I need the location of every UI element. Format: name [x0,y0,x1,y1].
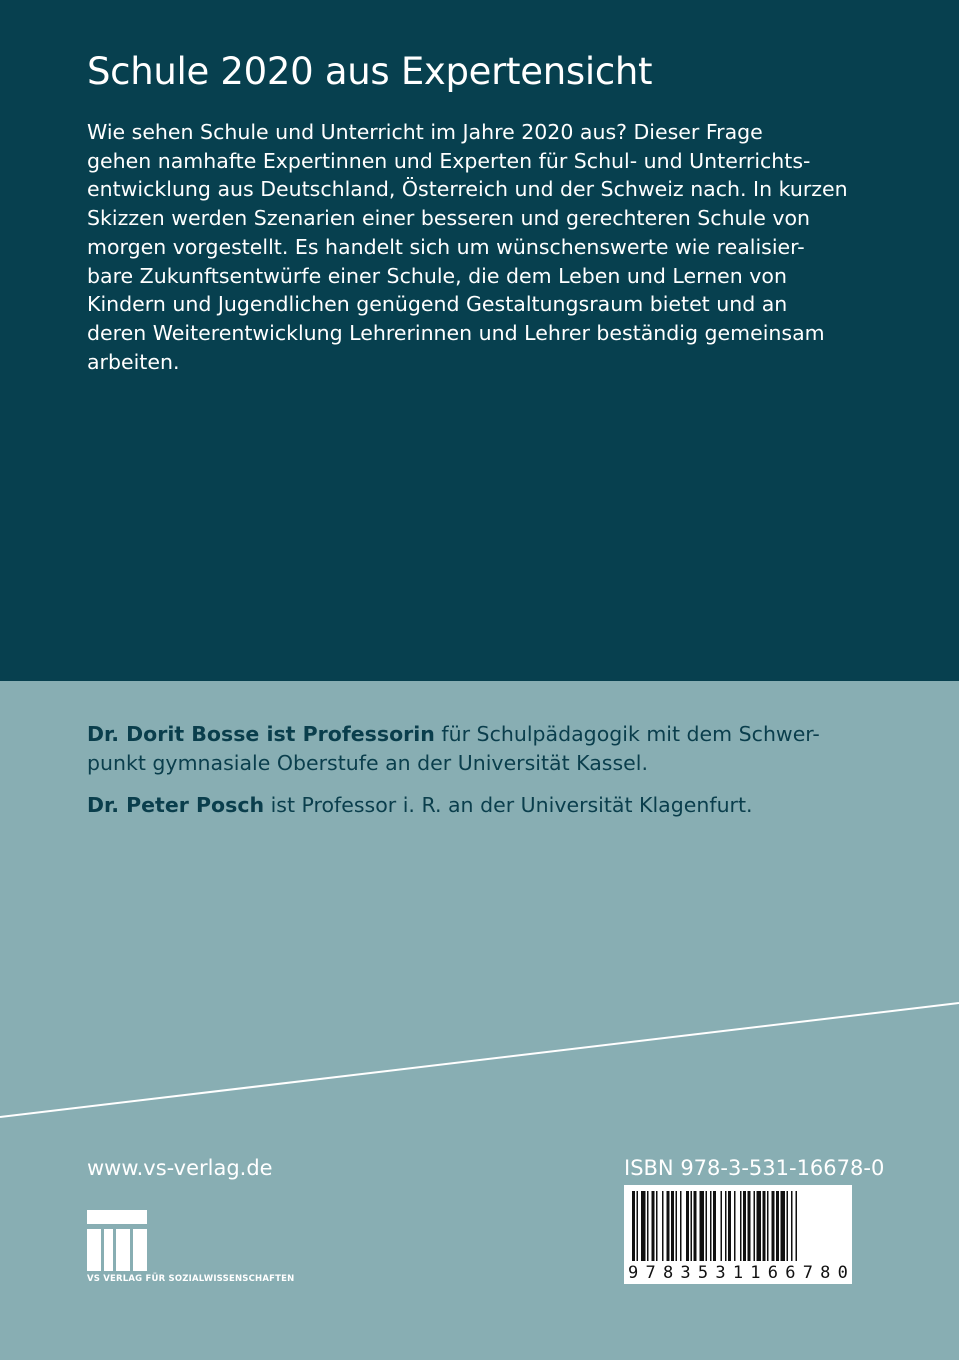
barcode-bar [734,1191,736,1261]
barcode-digit: 7 [802,1263,813,1283]
barcode-bar [652,1191,655,1261]
barcode-bars-icon [624,1185,852,1265]
barcode-digit: 6 [785,1263,796,1283]
barcode-bar [667,1191,670,1261]
barcode-bar [676,1191,678,1261]
publisher-name: VS VERLAG FÜR SOZIALWISSENSCHAFTEN [87,1274,295,1284]
barcode-bar [748,1191,751,1261]
barcode-bar [637,1191,639,1261]
barcode-digits [628,1263,848,1283]
author-name: Dr. Dorit Bosse ist Professorin [87,722,435,746]
barcode-digit: 5 [697,1263,709,1283]
barcode-bar [713,1191,716,1261]
barcode-bar [686,1191,689,1261]
barcode-bar [740,1191,742,1261]
bio-line [87,791,887,820]
barcode-bar [781,1191,786,1261]
barcode-bar [662,1191,664,1261]
blurb-line: entwicklung aus Deutschland, Österreich und der Schweiz nach. In kurzen [87,177,848,202]
barcode-bar [706,1191,708,1261]
barcode-bar [656,1191,658,1261]
isbn-label: ISBN 978-3-531-16678-0 [624,1156,885,1180]
barcode-bar [767,1191,769,1261]
barcode-digit: 8 [820,1263,831,1283]
blurb-line: morgen vorgestellt. Es handelt sich um wünschenswerte wie realisier- [87,234,805,259]
publisher-url[interactable]: www.vs-verlag.de [87,1156,273,1180]
barcode-bar [763,1191,766,1261]
blurb-line: deren Weiterentwicklung Lehrerinnen und Lehrer beständig gemeinsam [87,320,825,345]
blurb-line: bare Zukunftsentwürfe einer Schule, die dem Leben und Lernen von [87,263,787,288]
bio-text: für Schulpädagogik mit dem Schwer- [434,722,820,746]
barcode-digit: 9 [628,1263,639,1283]
barcode-bar [787,1191,789,1261]
barcode-bar [757,1191,762,1261]
bio-text: ist Professor i. R. an der Universität Klagenfurt. [264,793,753,817]
book-title: Schule 2020 aus Expertensicht [87,50,653,93]
barcode-digit: 0 [837,1263,848,1283]
book-blurb [87,118,877,376]
bio-line: punkt gymnasiale Oberstufe an der Universität Kassel. [87,751,648,775]
barcode-bar [728,1191,731,1261]
author-bios [87,720,887,820]
barcode-bar [776,1191,779,1261]
barcode-digit: 3 [715,1263,726,1283]
barcode-digit: 8 [662,1263,674,1283]
blurb-line: Skizzen werden Szenarien einer besseren und gerechteren Schule von [87,206,811,231]
barcode-bar [691,1191,693,1261]
barcode-bar [680,1191,682,1261]
blurb-line: gehen namhafte Expertinnen und Experten für Schul- und Unterrichts- [87,148,811,173]
barcode-bar [772,1191,775,1261]
barcode-bar [754,1191,756,1261]
barcode-bar [721,1191,723,1261]
barcode-digit: 7 [645,1263,656,1283]
barcode-digit: 3 [680,1263,691,1283]
barcode-digit: 1 [732,1263,744,1283]
barcode-bar [710,1191,712,1261]
barcode-bar [694,1191,697,1261]
author-bio-bosse [87,720,887,778]
barcode [624,1185,852,1284]
author-name: Dr. Peter Posch [87,793,265,817]
blurb-line: arbeiten. [87,349,180,374]
barcode-bar [791,1191,793,1261]
barcode-digit: 6 [767,1263,778,1283]
barcode-bar [647,1191,649,1261]
barcode-bar [671,1191,674,1261]
barcode-bar [700,1191,705,1261]
blurb-line: Kindern und Jugendlichen genügend Gestaltungsraum bietet und an [87,292,788,317]
barcode-bar [796,1191,798,1261]
blurb-line: Wie sehen Schule und Unterricht im Jahre 2020 aus? Dieser Frage [87,120,763,144]
barcode-bar [641,1191,646,1261]
bio-line [87,720,887,749]
barcode-digit: 1 [750,1263,761,1283]
diagonal-line [0,1000,959,1120]
barcode-bar [743,1191,746,1261]
barcode-bar [725,1191,727,1261]
author-bio-posch [87,791,887,820]
barcode-bar [632,1191,635,1261]
